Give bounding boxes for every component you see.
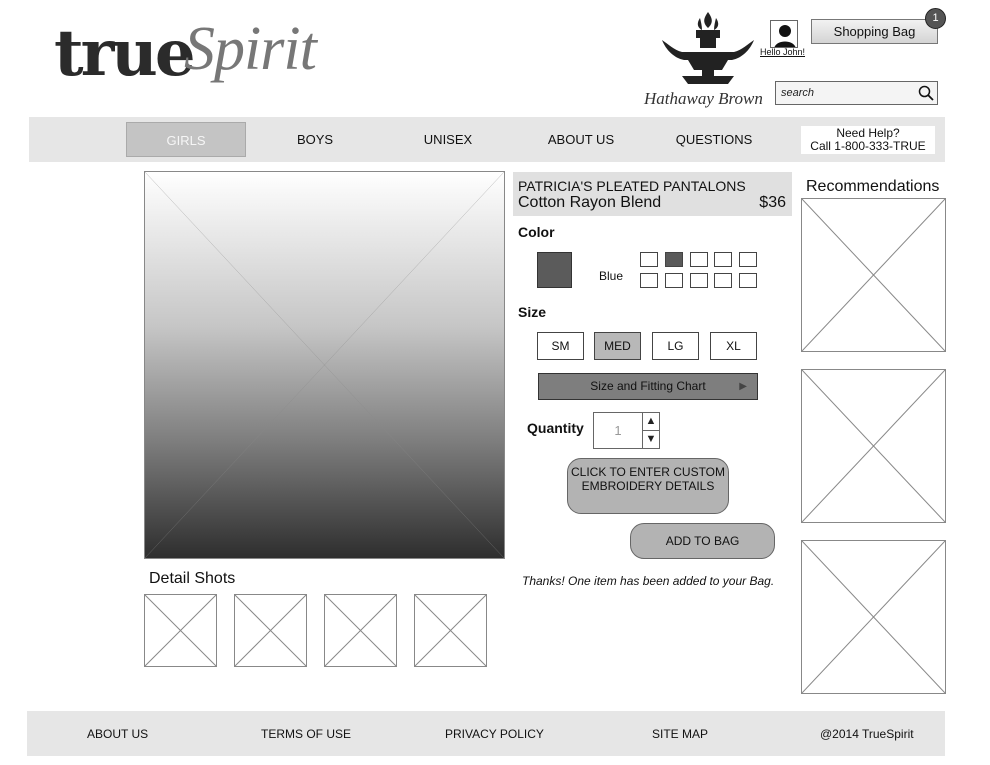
color-option[interactable]	[714, 273, 732, 288]
custom-embroidery-button[interactable]: CLICK TO ENTER CUSTOM EMBROIDERY DETAILS	[567, 458, 729, 514]
image-placeholder-icon	[325, 595, 396, 666]
size-option-lg[interactable]: LG	[652, 332, 699, 360]
help-phone[interactable]: Call 1-800-333-TRUE	[810, 139, 926, 153]
footer-link-privacy[interactable]: PRIVACY POLICY	[445, 727, 544, 741]
recommendation-item[interactable]	[801, 198, 946, 352]
confirmation-message: Thanks! One item has been added to your Bag.	[522, 574, 775, 588]
detail-shot-thumbnail[interactable]	[324, 594, 397, 667]
color-option[interactable]	[690, 273, 708, 288]
greeting-link[interactable]: Hello John!	[760, 47, 806, 57]
footer-link-about-us[interactable]: ABOUT US	[87, 727, 149, 741]
logo-text-true: true	[54, 16, 193, 91]
nav-item-about-us[interactable]: ABOUT US	[547, 132, 615, 147]
image-placeholder-icon	[415, 595, 486, 666]
color-option[interactable]	[690, 252, 708, 267]
product-main-image[interactable]	[144, 171, 505, 559]
product-header	[513, 172, 792, 216]
color-option[interactable]	[640, 273, 658, 288]
color-option[interactable]	[739, 252, 757, 267]
quantity-stepper	[642, 412, 660, 449]
search-icon[interactable]	[918, 85, 934, 101]
image-placeholder-icon	[802, 370, 945, 522]
detail-shot-thumbnail[interactable]	[414, 594, 487, 667]
product-price: $36	[759, 194, 786, 211]
image-placeholder-icon	[802, 199, 945, 351]
quantity-input[interactable]: 1	[593, 412, 643, 449]
user-silhouette-icon	[771, 21, 798, 48]
partner-name: Hathaway Brown	[644, 89, 763, 108]
detail-shot-thumbnail[interactable]	[144, 594, 217, 667]
user-avatar[interactable]	[770, 20, 798, 48]
color-option[interactable]	[714, 252, 732, 267]
color-label: Color	[518, 224, 555, 240]
size-label: Size	[518, 304, 547, 320]
product-fabric: Cotton Rayon Blend	[518, 194, 662, 211]
recommendations-title: Recommendations	[806, 178, 940, 195]
recommendation-item[interactable]	[801, 369, 946, 523]
color-option-selected[interactable]	[665, 252, 683, 267]
nav-item-girls[interactable]: GIRLS	[126, 122, 246, 157]
size-option-med[interactable]: MED	[594, 332, 641, 360]
size-chart-label: Size and Fitting Chart	[590, 379, 706, 393]
truespirit-logo[interactable]	[54, 6, 324, 106]
nav-item-questions[interactable]: QUESTIONS	[675, 132, 753, 147]
color-option[interactable]	[739, 273, 757, 288]
nav-item-unisex[interactable]: UNISEX	[423, 132, 473, 147]
detail-shots-title: Detail Shots	[149, 570, 236, 587]
color-option[interactable]	[640, 252, 658, 267]
nav-item-boys[interactable]: BOYS	[296, 132, 334, 147]
bag-count-badge: 1	[925, 8, 946, 29]
color-option[interactable]	[665, 273, 683, 288]
footer-copyright: @2014 TrueSpirit	[820, 727, 914, 741]
main-nav	[29, 117, 945, 162]
play-arrow-icon: ▶	[739, 381, 747, 392]
quantity-label: Quantity	[527, 420, 584, 436]
lamp-emblem-icon	[658, 10, 758, 86]
detail-shot-thumbnail[interactable]	[234, 594, 307, 667]
image-placeholder-icon	[802, 541, 945, 693]
size-option-sm[interactable]: SM	[537, 332, 584, 360]
product-name: PATRICIA'S PLEATED PANTALONS	[518, 178, 746, 194]
help-line-1: Need Help?	[836, 126, 900, 140]
size-chart-button[interactable]	[538, 373, 758, 400]
stepper-up-icon[interactable]: ▲	[645, 415, 657, 427]
footer-link-terms[interactable]: TERMS OF USE	[261, 727, 352, 741]
image-placeholder-icon	[145, 595, 216, 666]
selected-color-swatch	[537, 252, 572, 288]
footer	[27, 711, 945, 756]
logo-text-spirit: Spirit	[184, 15, 316, 83]
image-placeholder-icon	[235, 595, 306, 666]
shopping-bag-button[interactable]: Shopping Bag	[811, 19, 938, 44]
image-placeholder-icon	[145, 172, 504, 558]
size-option-xl[interactable]: XL	[710, 332, 757, 360]
selected-color-name: Blue	[599, 269, 624, 283]
stepper-down-icon[interactable]: ▼	[643, 430, 659, 447]
search-input[interactable]	[776, 82, 911, 104]
search-box	[775, 81, 938, 105]
help-box	[801, 126, 935, 154]
recommendation-item[interactable]	[801, 540, 946, 694]
add-to-bag-button[interactable]: ADD TO BAG	[630, 523, 775, 559]
footer-link-site-map[interactable]: SITE MAP	[652, 727, 709, 741]
